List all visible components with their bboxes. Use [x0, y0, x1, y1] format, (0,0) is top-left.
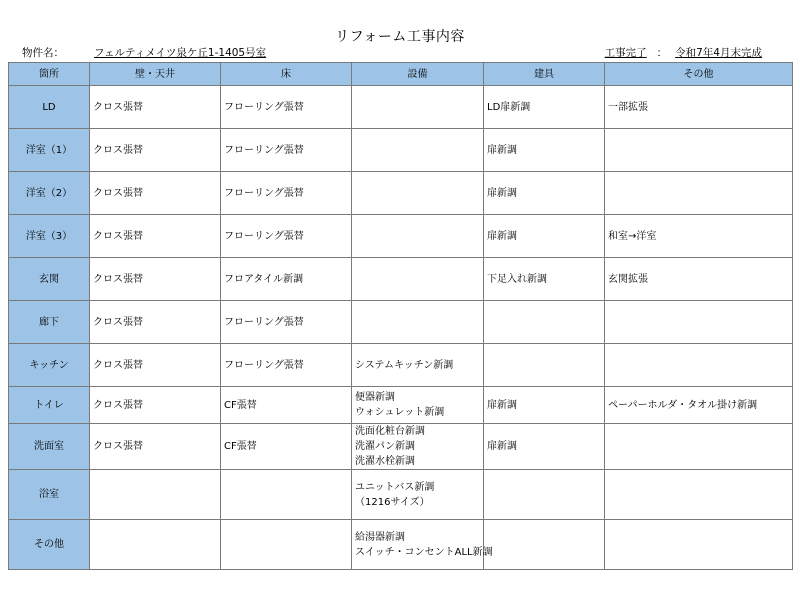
equipment-cell-text: 洗濯パン新調 — [355, 441, 415, 452]
table-body — [9, 86, 793, 570]
table-row — [9, 86, 793, 129]
fittings-cell-text: 扉新調 — [487, 187, 517, 199]
other-cell — [605, 215, 793, 258]
table-row — [9, 520, 793, 570]
floor-cell-text: フローリング張替 — [224, 359, 304, 371]
column-header-fittings: 建具 — [484, 63, 605, 86]
floor-cell — [221, 470, 352, 520]
floor-cell — [221, 387, 352, 424]
table-row — [9, 258, 793, 301]
fittings-cell — [484, 301, 605, 344]
header-row — [9, 63, 793, 86]
floor-cell — [221, 344, 352, 387]
equipment-cell — [352, 258, 484, 301]
property-name: フェルティメイツ泉ケ丘1-1405号室 — [94, 47, 267, 59]
floor-cell — [221, 215, 352, 258]
wall-cell — [90, 424, 221, 470]
floor-cell-text: フロアタイル新調 — [224, 273, 304, 285]
floor-cell-text: フローリング張替 — [224, 144, 304, 156]
other-cell — [605, 344, 793, 387]
equipment-cell-text: 洗濯水栓新調 — [355, 456, 415, 467]
table-row — [9, 344, 793, 387]
equipment-cell — [352, 470, 484, 520]
place-cell: 玄関 — [9, 258, 90, 301]
wall-cell-text: クロス張替 — [93, 144, 143, 156]
table-row — [9, 424, 793, 470]
fittings-cell — [484, 129, 605, 172]
wall-cell-text: クロス張替 — [93, 399, 143, 411]
floor-cell-text: フローリング張替 — [224, 187, 304, 199]
floor-cell-text: フローリング張替 — [224, 316, 304, 328]
fittings-cell — [484, 172, 605, 215]
equipment-cell — [352, 424, 484, 470]
place-cell: 廊下 — [9, 301, 90, 344]
fittings-cell-text: 下足入れ新調 — [487, 273, 547, 285]
wall-cell-text: クロス張替 — [93, 101, 143, 113]
floor-cell-text: CF張替 — [224, 399, 257, 411]
other-cell — [605, 86, 793, 129]
fittings-cell-text: 扉新調 — [487, 230, 517, 242]
floor-cell — [221, 172, 352, 215]
other-cell — [605, 470, 793, 520]
fittings-cell — [484, 387, 605, 424]
floor-cell — [221, 258, 352, 301]
column-header-place: 箇所 — [9, 63, 90, 86]
other-cell — [605, 172, 793, 215]
fittings-cell-text: LD扉新調 — [487, 101, 531, 113]
wall-cell — [90, 258, 221, 301]
wall-cell — [90, 470, 221, 520]
place-cell: 洗面室 — [9, 424, 90, 470]
wall-cell — [90, 172, 221, 215]
column-header-floor: 床 — [221, 63, 352, 86]
floor-cell — [221, 129, 352, 172]
column-header-wall-ceiling: 壁・天井 — [90, 63, 221, 86]
table-row — [9, 301, 793, 344]
property-info — [22, 45, 266, 60]
wall-cell-text: クロス張替 — [93, 273, 143, 285]
place-cell: キッチン — [9, 344, 90, 387]
other-cell — [605, 258, 793, 301]
fittings-cell-text: 扉新調 — [487, 441, 517, 452]
fittings-cell-text: 扉新調 — [487, 399, 517, 411]
document-title: リフォーム工事内容 — [335, 29, 465, 45]
equipment-cell — [352, 520, 493, 570]
wall-cell — [90, 215, 221, 258]
wall-cell-text: クロス張替 — [93, 187, 143, 199]
fittings-cell — [484, 344, 605, 387]
column-header-equipment: 設備 — [352, 63, 484, 86]
fittings-cell — [484, 258, 605, 301]
wall-cell — [90, 129, 221, 172]
fittings-cell-text: 扉新調 — [487, 144, 517, 156]
renovation-table — [8, 62, 793, 570]
equipment-cell-text: ユニットバス新調 — [355, 481, 435, 493]
place-cell: 浴室 — [9, 470, 90, 520]
floor-cell-text: フローリング張替 — [224, 101, 304, 113]
property-label: 物件名： — [22, 47, 64, 59]
other-cell — [605, 424, 793, 470]
wall-cell — [90, 387, 221, 424]
wall-cell-text: クロス張替 — [93, 230, 143, 242]
equipment-cell-text: 便器新調 — [355, 392, 395, 403]
table-row — [9, 215, 793, 258]
equipment-cell — [352, 301, 484, 344]
equipment-cell-text: スイッチ・コンセントALL新調 — [355, 546, 493, 558]
fittings-cell — [484, 470, 605, 520]
place-cell: その他 — [9, 520, 90, 570]
equipment-cell — [352, 172, 484, 215]
place-cell: 洋室（1） — [9, 129, 90, 172]
floor-cell — [221, 424, 352, 470]
column-header-other: その他 — [605, 63, 793, 86]
table-row — [9, 387, 793, 424]
equipment-cell — [352, 129, 484, 172]
equipment-cell-text: ウォシュレット新調 — [355, 407, 445, 418]
other-cell-text: 和室→洋室 — [608, 230, 657, 242]
completion-value: 令和7年4月末完成 — [675, 47, 762, 59]
wall-cell-text: クロス張替 — [93, 316, 143, 328]
other-cell-text: ペーパーホルダ・タオル掛け新調 — [608, 399, 758, 411]
fittings-cell — [484, 86, 605, 129]
floor-cell-text: フローリング張替 — [224, 230, 304, 242]
table-row — [9, 129, 793, 172]
other-cell-text: 一部拡張 — [608, 101, 648, 113]
equipment-cell — [352, 86, 484, 129]
other-cell — [605, 520, 793, 570]
wall-cell — [90, 86, 221, 129]
equipment-cell-text: システムキッチン新調 — [355, 359, 454, 371]
place-cell: LD — [9, 86, 90, 129]
place-cell: 洋室（3） — [9, 215, 90, 258]
wall-cell — [90, 520, 221, 570]
fittings-cell — [484, 215, 605, 258]
wall-cell — [90, 344, 221, 387]
other-cell — [605, 387, 793, 424]
table-row — [9, 470, 793, 520]
equipment-cell — [352, 215, 484, 258]
other-cell — [605, 129, 793, 172]
completion-label: 工事完了 — [604, 47, 647, 59]
fittings-cell — [484, 520, 605, 570]
equipment-cell — [352, 344, 484, 387]
completion-info — [605, 45, 762, 60]
equipment-cell — [352, 387, 484, 424]
wall-cell-text: クロス張替 — [93, 441, 143, 452]
meta-row — [8, 45, 792, 61]
equipment-cell-text: 洗面化粧台新調 — [355, 426, 425, 437]
floor-cell-text: CF張替 — [224, 441, 257, 452]
equipment-cell-text: （1216サイズ） — [355, 496, 430, 508]
other-cell — [605, 301, 793, 344]
place-cell: 洋室（2） — [9, 172, 90, 215]
floor-cell — [221, 520, 352, 570]
floor-cell — [221, 86, 352, 129]
fittings-cell — [484, 424, 605, 470]
place-cell: トイレ — [9, 387, 90, 424]
table-row — [9, 172, 793, 215]
wall-cell — [90, 301, 221, 344]
other-cell-text: 玄関拡張 — [608, 273, 648, 285]
wall-cell-text: クロス張替 — [93, 359, 143, 371]
completion-separator: ： — [656, 47, 668, 59]
equipment-cell-text: 給湯器新調 — [355, 531, 405, 543]
floor-cell — [221, 301, 352, 344]
